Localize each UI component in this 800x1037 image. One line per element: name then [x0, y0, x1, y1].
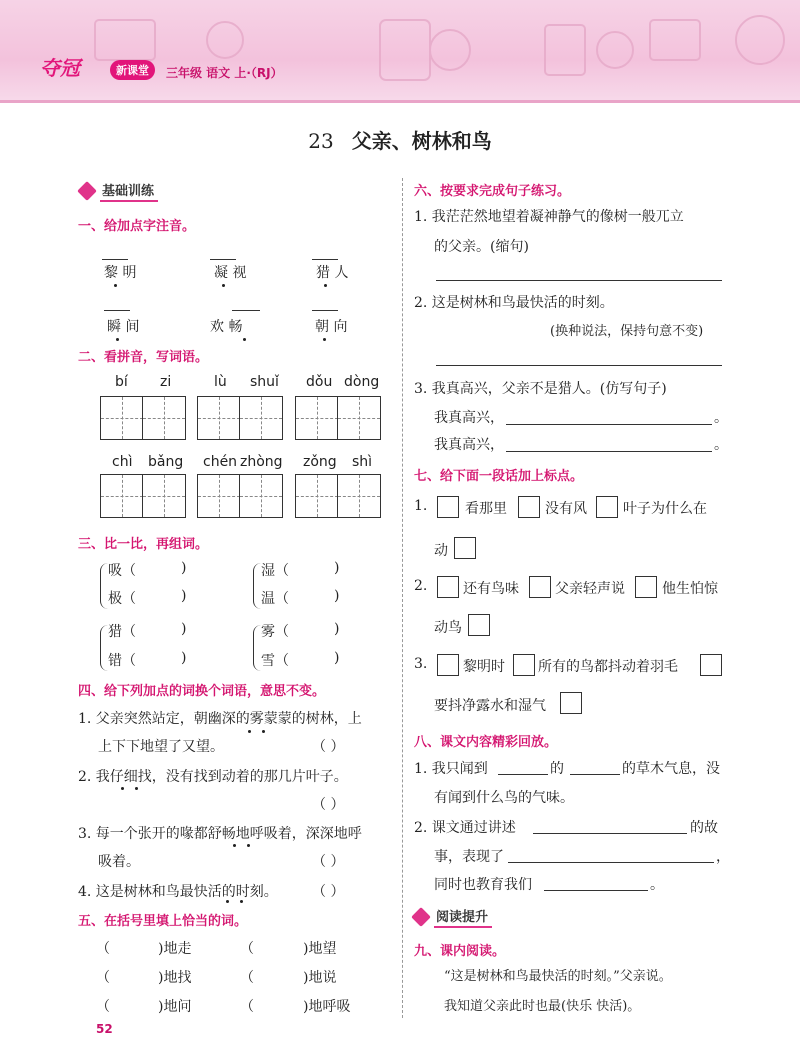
q5-item: )地说 — [303, 970, 337, 986]
q6-text: 2. 这是树林和鸟最快活的时刻。 — [414, 295, 614, 311]
q1-word: 瞬 间 — [107, 319, 140, 335]
q8-text: 的故 — [690, 820, 718, 836]
q1-word: 猎 人 — [316, 265, 349, 281]
q8-heading: 八、课文内容精彩回放。 — [414, 735, 558, 750]
section-tag-label: 阅读提升 — [434, 906, 492, 928]
page-header — [0, 0, 800, 103]
q1-heading: 一、给加点字注音。 — [78, 219, 196, 234]
pinyin: bǎng — [148, 454, 184, 470]
q4-item: 2. 我仔细找，没有找到动着的那几片叶子。 — [78, 769, 348, 785]
q8-text: ， — [716, 849, 730, 865]
q4-item: 上下下地望了又望。 — [98, 739, 224, 755]
punctuation-box[interactable] — [560, 692, 582, 714]
q3-char: 猎（ — [108, 624, 136, 640]
punctuation-box[interactable] — [468, 614, 490, 636]
emphasis-dot — [247, 844, 250, 847]
q6-text: 我真高兴， — [434, 410, 504, 426]
writing-grid[interactable] — [198, 474, 283, 518]
answer-line[interactable] — [506, 424, 712, 425]
q3-char: 雾（ — [261, 624, 289, 640]
pinyin: shuǐ — [250, 374, 279, 390]
punctuation-box[interactable] — [437, 576, 459, 598]
q1-word: 欢 畅 — [210, 319, 243, 335]
pinyin: dòng — [344, 374, 380, 390]
punctuation-box[interactable] — [529, 576, 551, 598]
q5-item: )地望 — [303, 941, 337, 957]
pinyin: chì — [112, 454, 133, 470]
answer-line[interactable] — [312, 310, 338, 311]
q7-text: 动 — [434, 543, 448, 559]
q5-item: )地呼吸 — [303, 999, 351, 1015]
q7-num: 3. — [414, 656, 428, 672]
punctuation-box[interactable] — [518, 496, 540, 518]
q5-item: )地问 — [158, 999, 192, 1015]
grade-subject: 三年级 语文 上·（RJ） — [166, 66, 283, 80]
q8-text: 的草木气息，没 — [622, 761, 720, 777]
q6-text: 1. 我茫茫然地望着凝神静气的像树一般兀立 — [414, 209, 684, 225]
punctuation-box[interactable] — [454, 537, 476, 559]
emphasis-dot — [324, 284, 327, 287]
answer-line[interactable] — [104, 310, 130, 311]
series-badge: 新课堂 — [110, 60, 155, 80]
lesson-title: 父亲、树林和鸟 — [351, 129, 492, 153]
q9-heading: 九、课内阅读。 — [414, 944, 506, 959]
q7-text: 黎明时 — [463, 659, 505, 675]
q7-text: 叶子为什么在 — [623, 501, 707, 517]
q5-open: （ — [240, 941, 254, 957]
emphasis-dot — [226, 900, 229, 903]
q8-text: 同时也教育我们 — [434, 877, 532, 893]
q3-close: ) — [334, 588, 340, 604]
writing-grid[interactable] — [101, 396, 186, 440]
q3-char: 湿（ — [261, 563, 289, 579]
q1-word: 朝 向 — [315, 319, 348, 335]
q7-text: 还有鸟味 — [463, 581, 519, 597]
emphasis-dot — [262, 730, 265, 733]
q4-item: 吸着。 — [98, 854, 140, 870]
emphasis-dot — [240, 900, 243, 903]
pinyin: chén — [203, 454, 238, 470]
q4-paren[interactable]: （ ） — [312, 797, 345, 813]
q7-text: 父亲轻声说 — [555, 581, 625, 597]
answer-line[interactable] — [544, 890, 648, 891]
q7-text: 动鸟 — [434, 620, 462, 636]
punctuation-box[interactable] — [513, 654, 535, 676]
q3-char: 极（ — [108, 591, 136, 607]
pinyin: dǒu — [306, 374, 333, 390]
diamond-icon — [411, 907, 431, 927]
q5-open: （ — [240, 999, 254, 1015]
punctuation-box[interactable] — [700, 654, 722, 676]
q5-item: )地走 — [158, 941, 192, 957]
q4-paren[interactable]: （ ） — [312, 739, 345, 755]
q6-text: 我真高兴， — [434, 437, 504, 453]
emphasis-dot — [323, 338, 326, 341]
pinyin: lù — [214, 374, 227, 390]
q3-close: ) — [181, 650, 187, 666]
q7-num: 2. — [414, 578, 428, 594]
answer-line[interactable] — [210, 259, 236, 260]
q7-heading: 七、给下面一段话加上标点。 — [414, 469, 584, 484]
emphasis-dot — [233, 844, 236, 847]
pinyin: zi — [160, 374, 172, 390]
q3-char: 错（ — [108, 653, 136, 669]
brand-logo: 夺冠 — [40, 56, 80, 80]
column-divider — [402, 178, 403, 1018]
q5-open: （ — [96, 970, 110, 986]
q3-heading: 三、比一比，再组词。 — [78, 537, 209, 552]
q5-open: （ — [96, 941, 110, 957]
q8-text: 有闻到什么鸟的气味。 — [434, 790, 574, 806]
q5-heading: 五、在括号里填上恰当的词。 — [78, 914, 248, 929]
emphasis-dot — [114, 284, 117, 287]
q5-open: （ — [96, 999, 110, 1015]
answer-line[interactable] — [498, 774, 548, 775]
q5-item: )地找 — [158, 970, 192, 986]
punctuation-box[interactable] — [635, 576, 657, 598]
punctuation-box[interactable] — [596, 496, 618, 518]
q7-text: 看那里 — [465, 501, 507, 517]
emphasis-dot — [243, 338, 246, 341]
page-number: 52 — [96, 1022, 113, 1036]
answer-line[interactable] — [312, 259, 338, 260]
answer-line[interactable] — [436, 365, 722, 366]
q4-heading: 四、给下列加点的词换个词语，意思不变。 — [78, 684, 326, 699]
answer-line[interactable] — [570, 774, 620, 775]
q3-close: ) — [334, 621, 340, 637]
emphasis-dot — [248, 730, 251, 733]
punctuation-box[interactable] — [437, 496, 459, 518]
q4-paren[interactable]: （ ） — [312, 854, 345, 870]
answer-line[interactable] — [102, 259, 128, 260]
section-tag-basic — [80, 180, 158, 202]
emphasis-dot — [135, 787, 138, 790]
q6-period: 。 — [714, 410, 728, 426]
answer-line[interactable] — [232, 310, 260, 311]
q9-text: 我知道父亲此时也最(快乐 快活)。 — [444, 999, 641, 1014]
q4-item: 4. 这是树林和鸟最快活的时刻。 — [78, 884, 278, 900]
q3-close: ) — [334, 650, 340, 666]
q8-text: 2. 课文通过讲述 — [414, 820, 516, 836]
q3-close: ) — [181, 621, 187, 637]
q9-text: “这是树林和鸟最快活的时刻。”父亲说。 — [444, 969, 672, 984]
q7-text: 没有风 — [545, 501, 587, 517]
section-tag-reading — [414, 906, 492, 928]
q6-text: 的父亲。(缩句) — [434, 239, 529, 255]
punctuation-box[interactable] — [437, 654, 459, 676]
q2-heading: 二、看拼音，写词语。 — [78, 350, 209, 365]
writing-grid[interactable] — [296, 396, 381, 440]
q8-text: 。 — [650, 877, 664, 893]
q8-text: 1. 我只闻到 — [414, 761, 488, 777]
header-decoration-icon — [0, 0, 800, 100]
answer-line[interactable] — [508, 862, 714, 863]
q3-char: 雪（ — [261, 653, 289, 669]
emphasis-dot — [121, 787, 124, 790]
q4-paren[interactable]: （ ） — [312, 884, 345, 900]
q6-text: (换种说法，保持句意不变) — [550, 324, 704, 339]
writing-grid[interactable] — [101, 474, 186, 518]
q3-close: ) — [181, 560, 187, 576]
writing-grid[interactable] — [198, 396, 283, 440]
q3-close: ) — [181, 588, 187, 604]
lesson-number: 23 — [308, 129, 334, 153]
q3-char: 温（ — [261, 591, 289, 607]
q1-word: 黎 明 — [104, 265, 137, 281]
pinyin: zǒng — [303, 454, 337, 470]
q4-item: 3. 每一个张开的喙都舒畅地呼吸着，深深地呼 — [78, 826, 362, 842]
pinyin: zhòng — [240, 454, 283, 470]
q6-heading: 六、按要求完成句子练习。 — [414, 184, 571, 199]
q8-text: 的 — [550, 761, 564, 777]
q3-char: 吸（ — [108, 563, 136, 579]
emphasis-dot — [116, 338, 119, 341]
emphasis-dot — [222, 284, 225, 287]
pinyin: shì — [352, 454, 373, 470]
answer-line[interactable] — [436, 280, 722, 281]
q7-text: 要抖净露水和湿气 — [434, 698, 546, 714]
q7-num: 1. — [414, 498, 428, 514]
q7-text: 所有的鸟都抖动着羽毛 — [538, 659, 678, 675]
q7-text: 他生怕惊 — [662, 581, 718, 597]
q1-word: 凝 视 — [214, 265, 247, 281]
pinyin: bí — [115, 374, 128, 390]
q6-text: 3. 我真高兴，父亲不是猎人。(仿写句子) — [414, 381, 667, 397]
q6-period: 。 — [714, 437, 728, 453]
page-title — [0, 125, 800, 154]
q8-text: 事，表现了 — [434, 849, 504, 865]
writing-grid[interactable] — [296, 474, 381, 518]
q5-open: （ — [240, 970, 254, 986]
answer-line[interactable] — [506, 451, 712, 452]
answer-line[interactable] — [533, 833, 687, 834]
q4-item: 1. 父亲突然站定，朝幽深的雾蒙蒙的树林，上 — [78, 711, 362, 727]
diamond-icon — [77, 181, 97, 201]
q3-close: ) — [334, 560, 340, 576]
section-tag-label: 基础训练 — [100, 180, 158, 202]
